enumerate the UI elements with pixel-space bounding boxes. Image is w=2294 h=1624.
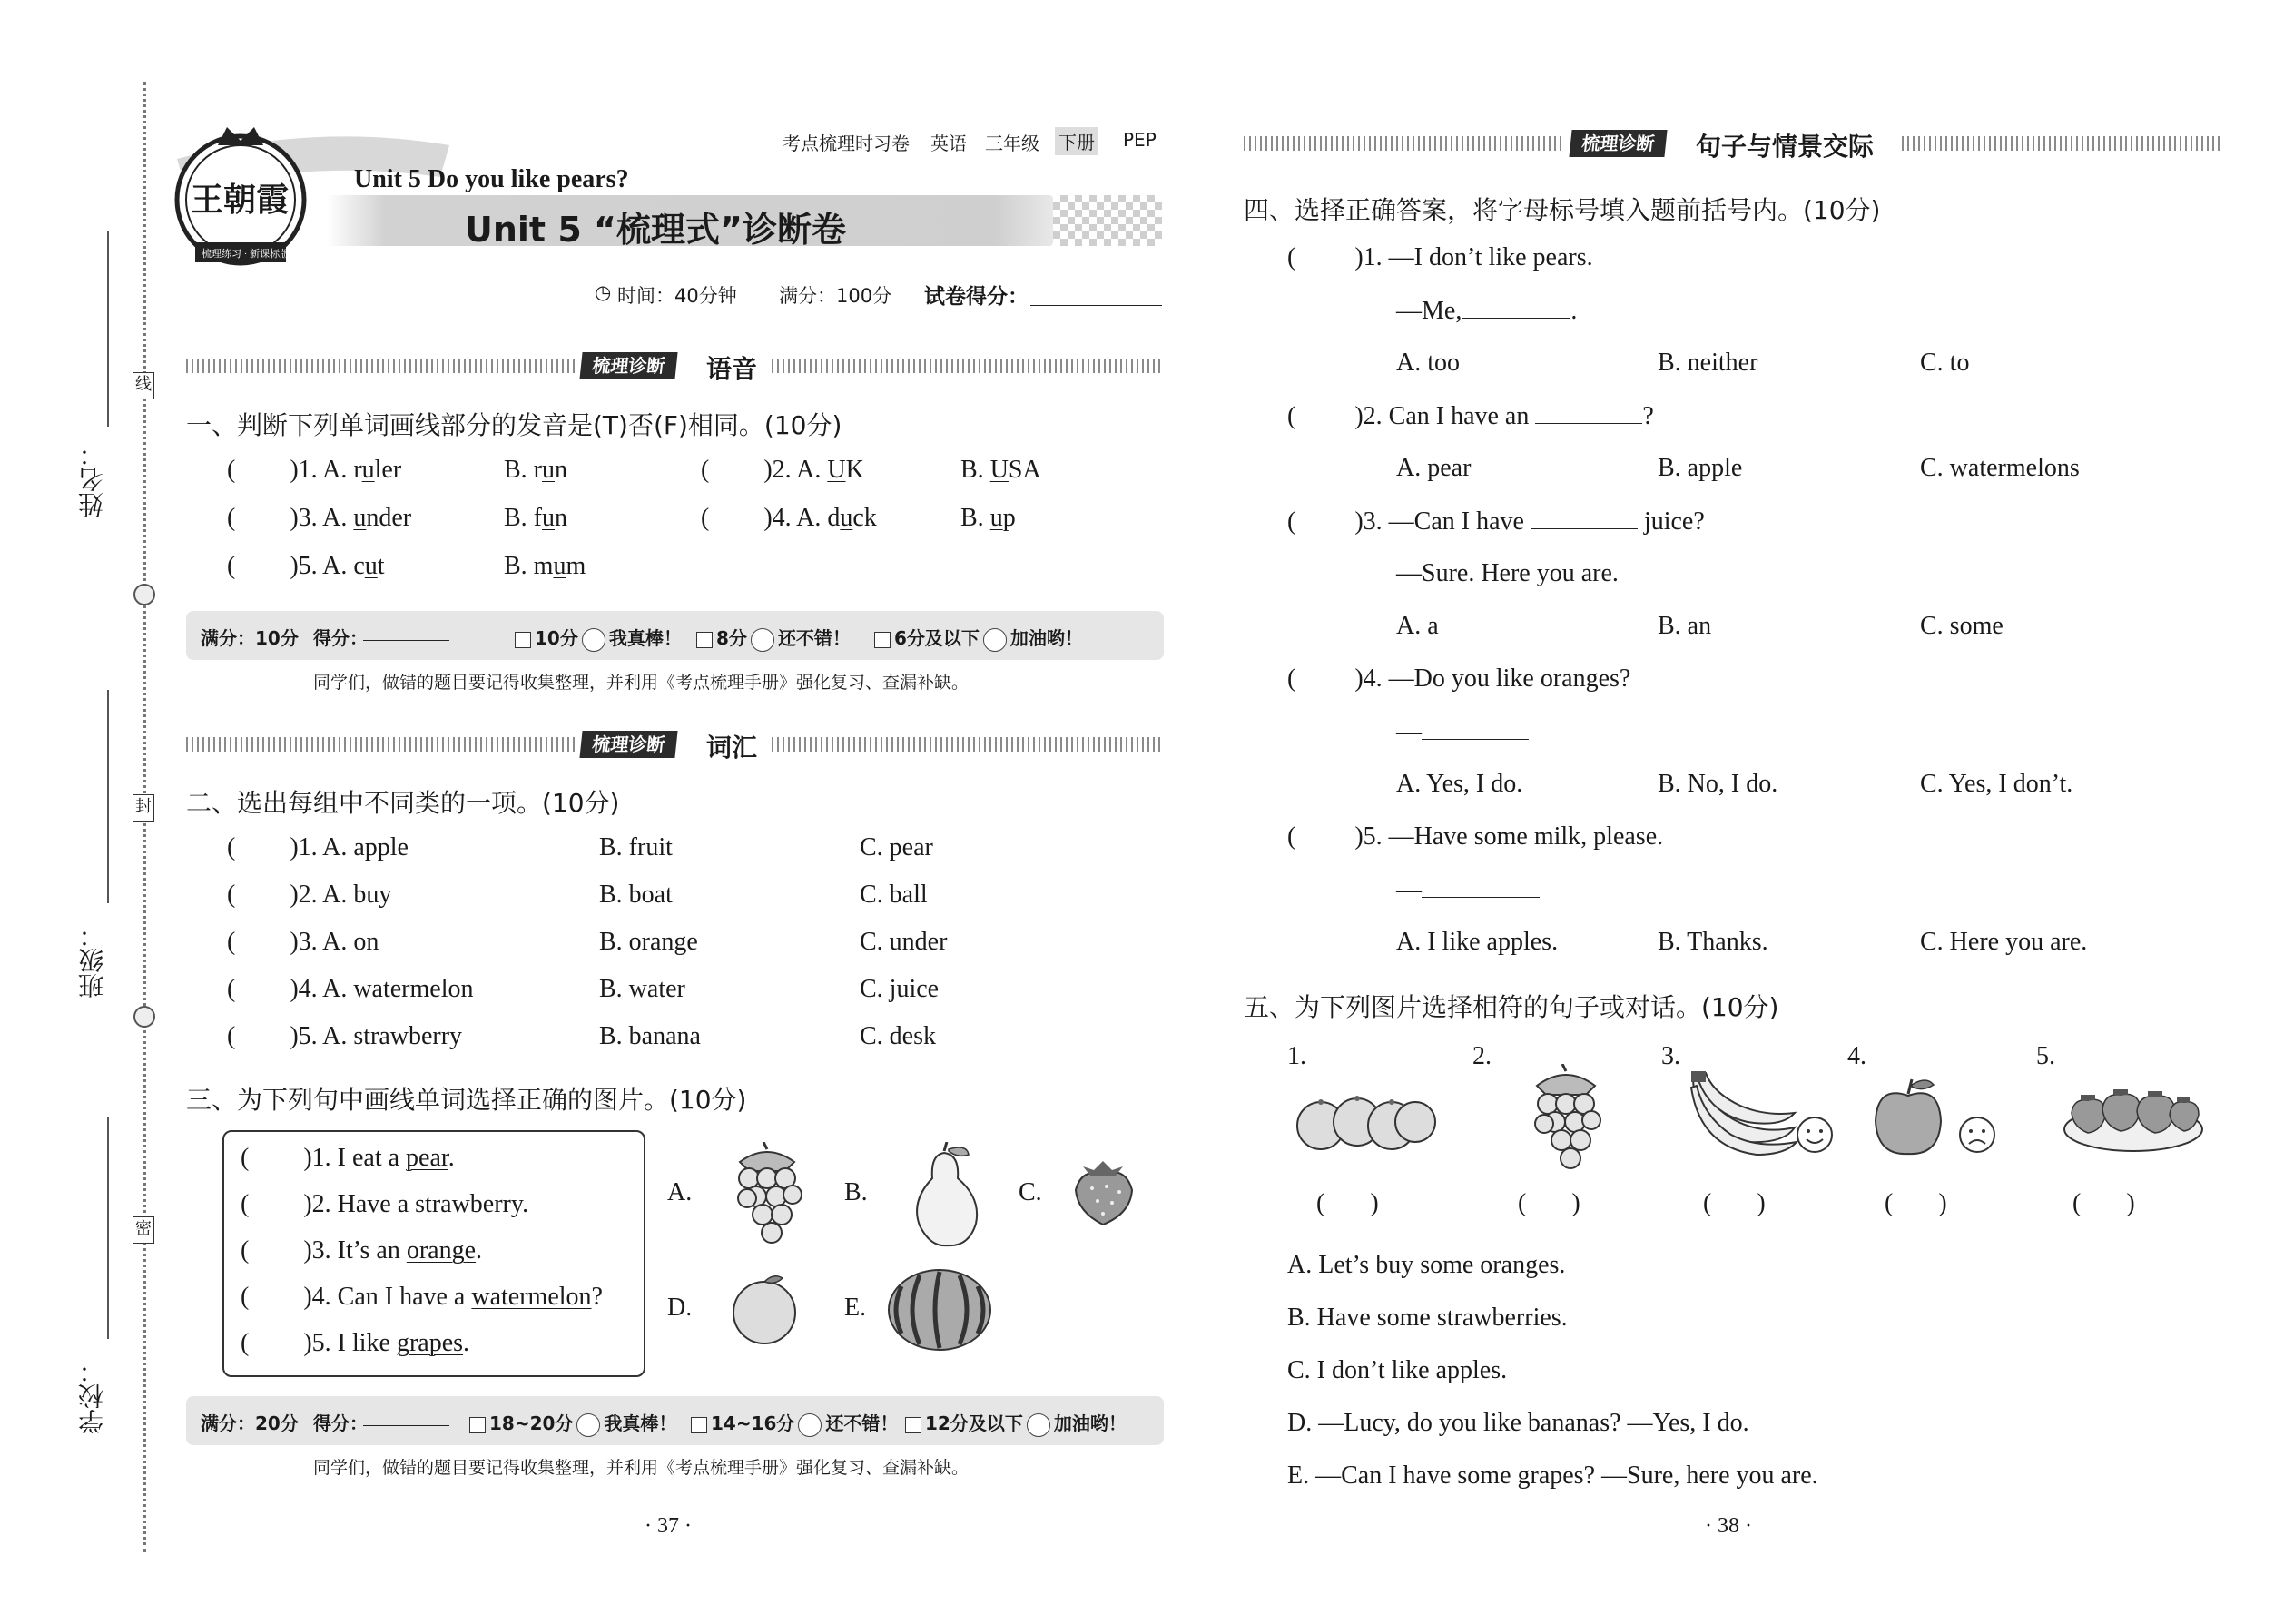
q3-pic-label: A. [667,1178,693,1206]
q5-num: 4. [1847,1042,1866,1070]
separator [1244,136,1561,151]
checkbox[interactable] [874,632,891,648]
binding-mark-secret: 密 [133,1216,154,1244]
q4-item-5: ( )5. —Have some milk, please. [1287,822,1664,851]
q1-item-1-b: B. run [504,456,567,484]
q1-item-2-b: B. USA [960,456,1041,484]
checkbox[interactable] [905,1417,921,1433]
q4-title: 四、选择正确答案，将字母标号填入题前括号内。(10分) [1244,195,1881,225]
score-bar-1: 满分：10分 得分： 10分 我真棒！ 8分 还不错！ 6分及以下 加油哟！ [186,611,1164,660]
q5-num: 1. [1287,1042,1306,1070]
q3-item: ( )2. Have a strawberry. [241,1190,529,1218]
q5-answer-3[interactable]: ( ) [1703,1189,1766,1217]
q3-pic-label: D. [667,1294,693,1322]
q3-item: ( )3. It’s an orange. [241,1236,483,1265]
exam-score-label: 试卷得分： [924,285,1029,309]
q5-option: E. —Can I have some grapes? —Sure, here you are. [1287,1462,1818,1490]
q4-opt: B. neither [1658,349,1758,377]
q3-pic-label: E. [844,1294,867,1322]
main-title: Unit 5 “梳理式”诊断卷 [465,210,846,250]
q4-item-4: ( )4. —Do you like oranges? [1287,664,1631,693]
logo-text: 王朝霞 [191,181,290,219]
q4-opt: C. Yes, I don’t. [1920,770,2073,798]
cheer-face-icon [1027,1413,1050,1437]
name-field[interactable] [107,231,109,427]
q4-opt: C. some [1920,612,2004,640]
orange-icon [726,1271,803,1348]
exam-time: 时间：40分钟 [617,285,737,307]
header-subject: 英语 [930,133,967,154]
q1-item-5: ( )5. A. cut [227,552,385,580]
q4-item-5-line2: — [1396,875,1540,905]
q4-opt: B. an [1658,612,1712,640]
title-banner-checker [1053,195,1162,246]
q3-pic-label: C. [1019,1178,1042,1206]
q2-opt-c: C. ball [860,881,928,909]
section-tag: 梳理诊断 [579,352,677,379]
q1-item-1: ( )1. A. ruler [227,456,402,484]
cheer-face-icon [983,628,1007,652]
checkbox[interactable] [515,632,531,648]
q5-option: C. I don’t like apples. [1287,1356,1508,1384]
q4-opt: C. watermelons [1920,454,2080,482]
q4-opt: B. No, I do. [1658,770,1778,798]
q5-num: 5. [2036,1042,2055,1070]
section-tag: 梳理诊断 [579,731,677,758]
checkbox[interactable] [469,1417,486,1433]
q4-opt: C. to [1920,349,1970,377]
binding-mark-seal: 封 [133,794,154,822]
strawberry-icon [1067,1157,1139,1230]
section-vocab: 词汇 [706,733,758,763]
smile-face-icon [1795,1115,1835,1155]
exam-full-score: 满分：100分 [779,285,892,307]
class-label: 班级： [77,922,107,999]
q2-opt-b: B. fruit [599,833,673,861]
q1-item-3-b: B. fun [504,504,567,532]
q4-opt: A. I like apples. [1396,928,1559,956]
oranges-icon [1294,1080,1439,1153]
q2-opt-c: C. under [860,928,948,956]
watermelon-icon [885,1266,994,1353]
exam-score-field[interactable] [1030,305,1162,306]
separator [772,359,1162,373]
separator [186,359,576,373]
unit-title: Unit 5 Do you like pears? [354,165,629,193]
q4-item-2: ( )2. Can I have an ? [1287,402,1654,430]
school-field[interactable] [107,1117,109,1339]
q4-item-3-line2: —Sure. Here you are. [1396,559,1619,587]
q3-pic-label: B. [844,1178,868,1206]
q4-opt: A. too [1396,349,1460,377]
q2-row: ( )4. A. watermelon [227,975,474,1003]
q1-item-2: ( )2. A. UK [701,456,864,484]
q2-opt-c: C. desk [860,1022,936,1050]
q3-title: 三、为下列句中画线单词选择正确的图片。(10分) [186,1085,747,1115]
header-grade: 三年级 [985,133,1039,154]
q4-opt: C. Here you are. [1920,928,2088,956]
section-phonics: 语音 [706,354,758,384]
q5-option: D. —Lucy, do you like bananas? —Yes, I do. [1287,1409,1749,1437]
binding-hole-icon [133,584,155,605]
q4-opt: B. Thanks. [1658,928,1768,956]
q2-row: ( )3. A. on [227,928,379,956]
review-note: 同学们，做错的题目要记得收集整理，并利用《考点梳理手册》强化复习、查漏补缺。 [313,673,970,693]
smile-face-icon [576,1413,600,1437]
q5-option: A. Let’s buy some oranges. [1287,1251,1566,1279]
logo-ribbon-text: 梳理练习 · 新课标版 [202,249,290,260]
checkbox[interactable] [691,1417,707,1433]
q5-answer-2[interactable]: ( ) [1518,1189,1580,1217]
grapes-icon [1521,1064,1611,1177]
q1-item-4-b: B. up [960,504,1016,532]
apple-icon [1870,1076,1947,1162]
q5-option: B. Have some strawberries. [1287,1304,1568,1332]
q2-title: 二、选出每组中不同类的一项。(10分) [186,788,620,818]
bananas-icon [1684,1071,1802,1162]
q5-title: 五、为下列图片选择相符的句子或对话。(10分) [1244,992,1779,1022]
page-number-left: · 37 · [645,1514,692,1538]
sad-face-icon [1957,1115,1997,1155]
checkbox[interactable] [696,632,713,648]
q1-title: 一、判断下列单词画线部分的发音是(T)否(F)相同。(10分) [186,410,842,440]
separator [772,737,1162,752]
q2-row: ( )5. A. strawberry [227,1022,463,1050]
q1-item-5-b: B. mum [504,552,586,580]
smile-face-icon [582,628,605,652]
pear-icon [903,1142,985,1251]
q5-answer-4[interactable]: ( ) [1885,1189,1947,1217]
q4-opt: A. a [1396,612,1439,640]
q4-item-1: ( )1. —I don’t like pears. [1287,243,1593,271]
q5-answer-5[interactable]: ( ) [2072,1189,2135,1217]
q2-opt-b: B. boat [599,881,673,909]
smile-face-icon [751,628,774,652]
smile-face-icon [798,1413,822,1437]
q5-num: 2. [1472,1042,1492,1070]
name-label: 姓名： [77,441,107,517]
q2-opt-b: B. banana [599,1022,701,1050]
q2-opt-c: C. juice [860,975,940,1003]
q4-item-4-line2: — [1396,717,1529,747]
review-note: 同学们，做错的题目要记得收集整理，并利用《考点梳理手册》强化复习、查漏补缺。 [313,1458,970,1478]
separator [1902,136,2220,151]
q3-item: ( )5. I like grapes. [241,1329,470,1357]
q2-opt-c: C. pear [860,833,933,861]
page-number-right: · 38 · [1705,1514,1752,1538]
q4-opt: A. Yes, I do. [1396,770,1523,798]
clock-icon: ◷ [595,281,612,303]
q2-opt-b: B. water [599,975,685,1003]
q2-opt-b: B. orange [599,928,698,956]
score-bar-2: 满分：20分 得分： 18~20分 我真棒！ 14~16分 还不错！ 12分及以下 加油哟！ [186,1396,1164,1445]
header-series: 考点梳理时习卷 [783,133,910,154]
binding-mark-line: 线 [133,372,154,399]
q5-answer-1[interactable]: ( ) [1316,1189,1379,1217]
q1-item-4: ( )4. A. duck [701,504,877,532]
header-volume: 下册 [1055,127,1098,155]
q2-row: ( )2. A. buy [227,881,392,909]
q4-item-1-line2: —Me, . [1396,297,1578,325]
strawberries-plate-icon [2061,1082,2206,1155]
q4-item-3: ( )3. —Can I have juice? [1287,507,1705,536]
q3-item: ( )1. I eat a pear. [241,1144,455,1172]
class-field[interactable] [107,690,109,903]
binding-hole-icon [133,1006,155,1028]
separator [186,737,576,752]
q4-opt: A. pear [1396,454,1472,482]
q3-item: ( )4. Can I have a watermelon? [241,1283,603,1311]
section-sentences: 句子与情景交际 [1696,132,1875,162]
school-label: 学校： [77,1358,107,1434]
q4-opt: B. apple [1658,454,1743,482]
grapes-icon [722,1142,812,1246]
q1-item-3: ( )3. A. under [227,504,412,532]
header-edition: PEP [1123,129,1157,151]
q5-num: 3. [1661,1042,1680,1070]
q2-row: ( )1. A. apple [227,833,409,861]
section-tag: 梳理诊断 [1569,130,1667,157]
